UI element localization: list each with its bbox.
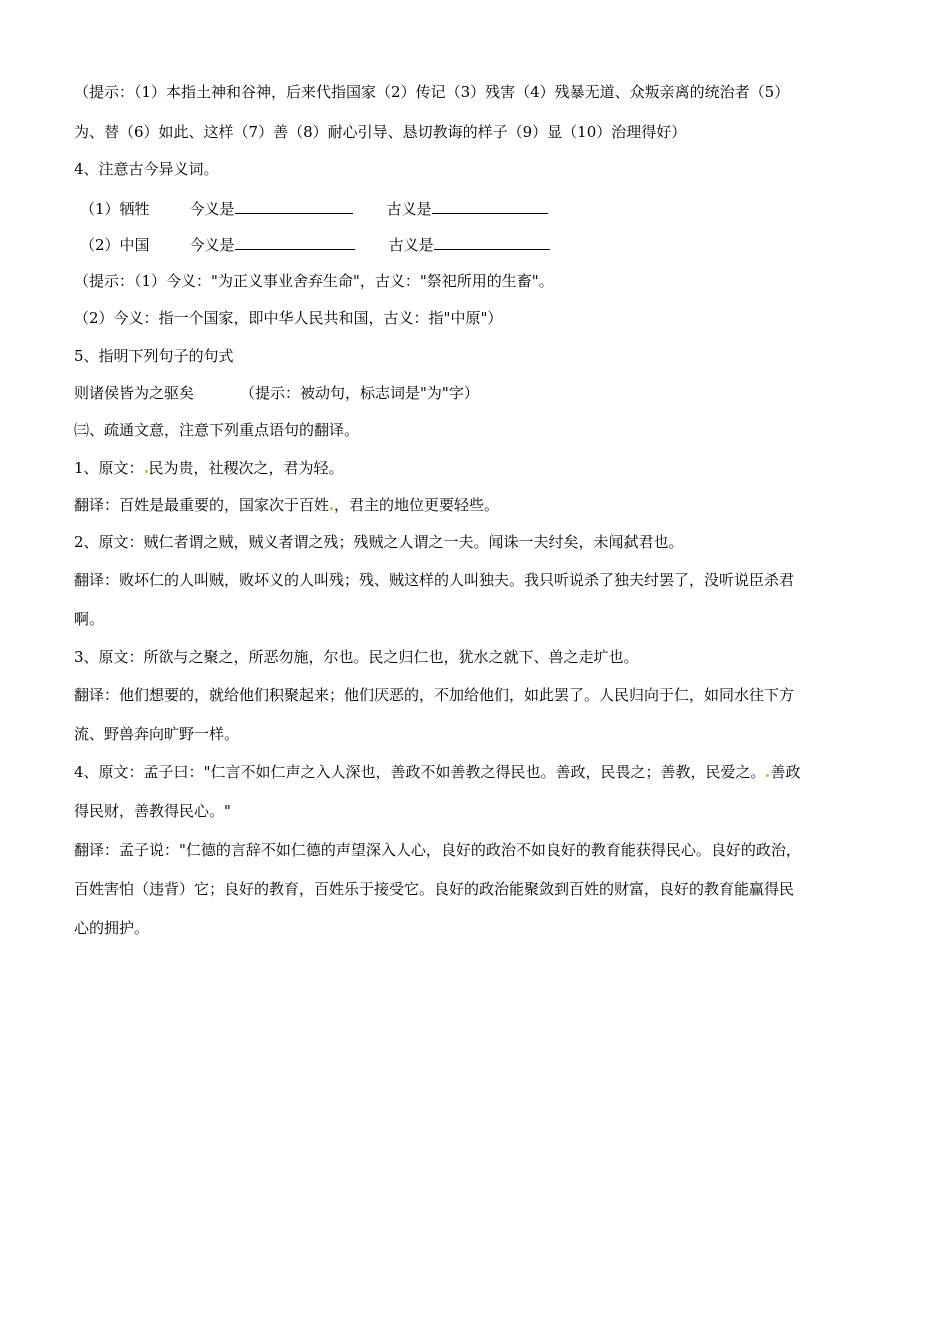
translation-2-line-2: 啊。 bbox=[74, 610, 105, 628]
ancient-meaning-label: 古义是 bbox=[388, 236, 434, 254]
answer-blank[interactable] bbox=[235, 197, 353, 214]
marker-dot bbox=[145, 470, 148, 473]
hint-line-2: 为、替（6）如此、这样（7）善（8）耐心引导、恳切教诲的样子（9）显（10）治理得好） bbox=[74, 123, 687, 141]
term-row-1 bbox=[80, 197, 548, 219]
modern-meaning-label: 今义是 bbox=[189, 236, 235, 254]
marker-dot bbox=[330, 507, 333, 510]
translation-4-line-1: 翻译：孟子说："仁德的言辞不如仁德的声望深入人心，良好的政治不如良好的教育能获得民心。良好的政治， bbox=[74, 841, 801, 859]
translation-3-line-2: 流、野兽奔向旷野一样。 bbox=[74, 725, 240, 743]
answer-blank[interactable] bbox=[434, 233, 550, 250]
sentence-row bbox=[74, 383, 479, 403]
section-5-heading: 5、指明下列句子的句式 bbox=[74, 347, 234, 365]
hint-line-3: （提示：（1）今义："为正义事业舍弃生命"，古义："祭祀所用的生畜"。 bbox=[74, 272, 554, 290]
section-3-heading: ㈢、疏通文意，注意下列重点语句的翻译。 bbox=[74, 421, 360, 439]
original-1: 1、原文： 民为贵，社稷次之，君为轻。 bbox=[74, 459, 344, 477]
term-row-2 bbox=[80, 233, 550, 255]
original-4-line-1: 4、原文：孟子曰："仁言不如仁声之入人深也，善政不如善教之得民也。善政，民畏之；善教，民爱之。 善政 bbox=[74, 763, 801, 781]
original-4-line-2: 得民财，善教得民心。" bbox=[74, 802, 231, 820]
translation-2-line-1: 翻译：败坏仁的人叫贼，败坏义的人叫残；残、贼这样的人叫独夫。我只听说杀了独夫纣罢了，没听说臣杀君 bbox=[74, 571, 795, 589]
marker-dot bbox=[766, 774, 769, 777]
modern-meaning-label: 今义是 bbox=[189, 200, 235, 218]
answer-blank[interactable] bbox=[235, 233, 355, 250]
hint-line-1: （提示：（1）本指土神和谷神，后来代指国家（2）传记（3）残害（4）残暴无道、众叛亲离的统治者（5） bbox=[74, 83, 790, 101]
term-label: （2）中国 bbox=[80, 236, 150, 254]
answer-blank[interactable] bbox=[432, 197, 548, 214]
translation-3-line-1: 翻译：他们想要的，就给他们积聚起来；他们厌恶的，不加给他们，如此罢了。人民归向于仁，如同水往下方 bbox=[74, 686, 795, 704]
original-3: 3、原文：所欲与之聚之，所恶勿施，尔也。民之归仁也，犹水之就下、兽之走圹也。 bbox=[74, 648, 639, 666]
ancient-meaning-label: 古义是 bbox=[386, 200, 432, 218]
translation-4-line-2: 百姓害怕（违背）它；良好的教育，百姓乐于接受它。良好的政治能聚敛到百姓的财富，良好的教育能赢得民 bbox=[74, 880, 795, 898]
original-2: 2、原文：贼仁者谓之贼，贼义者谓之残；残贼之人谓之一夫。闻诛一夫纣矣，未闻弑君也。 bbox=[74, 533, 684, 551]
sentence: 则诸侯皆为之驱矣 bbox=[74, 384, 195, 402]
section-4-heading: 4、注意古今异义词。 bbox=[74, 160, 219, 178]
translation-1: 翻译：百姓是最重要的，国家次于百姓 ，君主的地位更要轻些。 bbox=[74, 496, 500, 514]
sentence-hint: （提示：被动句，标志词是"为"字） bbox=[240, 384, 479, 402]
translation-4-line-3: 心的拥护。 bbox=[74, 919, 150, 937]
term-label: （1）牺牲 bbox=[80, 200, 150, 218]
hint-line-4: （2）今义：指一个国家，即中华人民共和国，古义：指"中原"） bbox=[74, 309, 503, 327]
